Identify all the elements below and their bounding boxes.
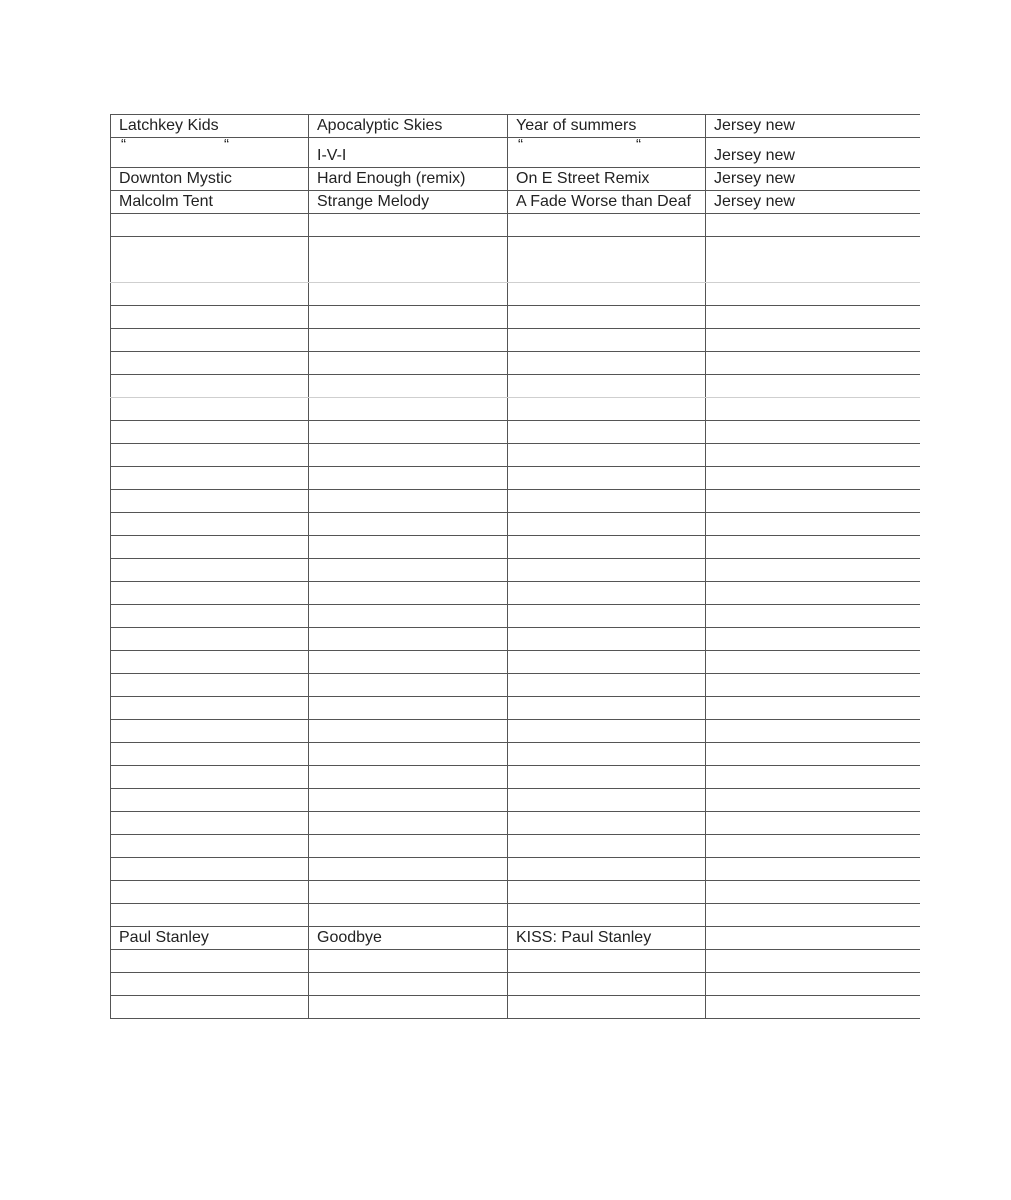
table-cell: [111, 375, 309, 398]
table-cell: [111, 214, 309, 237]
table-row: [111, 605, 920, 628]
table-cell: [309, 881, 508, 904]
table-cell: [508, 950, 706, 973]
table-row: [111, 168, 920, 191]
table-cell: [706, 398, 920, 421]
table-row: [111, 927, 920, 950]
table-cell: [309, 812, 508, 835]
table-row: [111, 789, 920, 812]
table-row: [111, 115, 920, 138]
table-cell: [508, 628, 706, 651]
table-cell: [111, 559, 309, 582]
table-cell: [309, 743, 508, 766]
table-row: [111, 559, 920, 582]
table-cell: [508, 789, 706, 812]
table-row: [111, 536, 920, 559]
table-cell: [508, 138, 706, 168]
table-cell: [309, 996, 508, 1019]
table-cell: Downton Mystic: [111, 168, 309, 191]
table-cell: [111, 513, 309, 536]
table-cell: [309, 352, 508, 375]
table-cell: [111, 352, 309, 375]
table-cell: [309, 720, 508, 743]
table-cell: [111, 444, 309, 467]
table-cell: [706, 283, 920, 306]
table-cell: [111, 651, 309, 674]
table-cell: Jersey new: [706, 191, 920, 214]
table-cell: [111, 858, 309, 881]
table-row: [111, 743, 920, 766]
table-cell: [111, 996, 309, 1019]
table-row: [111, 720, 920, 743]
table-row: [111, 214, 920, 237]
table-cell: [309, 329, 508, 352]
table-row: [111, 352, 920, 375]
table-cell: [706, 973, 920, 996]
table-row: [111, 812, 920, 835]
table-row: [111, 697, 920, 720]
table-cell: [111, 697, 309, 720]
table-cell: [508, 973, 706, 996]
table-cell: [111, 789, 309, 812]
table-cell: [508, 720, 706, 743]
table-cell: I-V-I: [309, 138, 508, 168]
table-cell: KISS: Paul Stanley: [508, 927, 706, 950]
table-cell: [706, 720, 920, 743]
table-cell: [111, 398, 309, 421]
table-cell: [111, 467, 309, 490]
table-cell: [706, 490, 920, 513]
table-cell: [706, 421, 920, 444]
log-table-body: [111, 115, 920, 1019]
table-cell: [111, 835, 309, 858]
log-sheet: [110, 114, 919, 1019]
table-cell: [309, 214, 508, 237]
table-row: [111, 582, 920, 605]
table-row: [111, 835, 920, 858]
table-cell: [309, 904, 508, 927]
table-cell: [309, 490, 508, 513]
table-cell: [706, 743, 920, 766]
table-cell: [309, 398, 508, 421]
table-cell: [111, 283, 309, 306]
table-cell: [111, 421, 309, 444]
table-cell: [508, 352, 706, 375]
table-cell: [508, 996, 706, 1019]
table-cell: [309, 858, 508, 881]
table-cell: [508, 306, 706, 329]
table-row: [111, 283, 920, 306]
table-row: [111, 513, 920, 536]
table-cell: [706, 881, 920, 904]
table-cell: [508, 766, 706, 789]
table-row: [111, 329, 920, 352]
table-cell: [309, 375, 508, 398]
table-cell: Strange Melody: [309, 191, 508, 214]
table-row: [111, 904, 920, 927]
table-cell: [508, 283, 706, 306]
table-cell: [111, 973, 309, 996]
table-row: [111, 237, 920, 283]
table-cell: [706, 329, 920, 352]
table-row: [111, 467, 920, 490]
table-cell: [111, 138, 309, 168]
table-cell: [706, 467, 920, 490]
table-cell: [309, 582, 508, 605]
table-cell: [309, 283, 508, 306]
log-table: [110, 114, 920, 1019]
table-cell: [111, 605, 309, 628]
table-cell: Year of summers: [508, 115, 706, 138]
table-cell: Paul Stanley: [111, 927, 309, 950]
table-cell: [309, 697, 508, 720]
table-cell: [309, 628, 508, 651]
table-cell: [706, 582, 920, 605]
table-cell: [706, 237, 920, 283]
table-cell: [309, 789, 508, 812]
table-row: [111, 138, 920, 168]
table-cell: [111, 582, 309, 605]
table-cell: [111, 306, 309, 329]
table-row: [111, 398, 920, 421]
table-row: [111, 651, 920, 674]
table-cell: [309, 651, 508, 674]
table-cell: Jersey new: [706, 168, 920, 191]
table-cell: [111, 628, 309, 651]
table-cell: [309, 559, 508, 582]
table-row: [111, 306, 920, 329]
table-row: [111, 858, 920, 881]
table-cell: [706, 444, 920, 467]
table-cell: [111, 237, 309, 283]
table-cell: [706, 904, 920, 927]
table-cell: Latchkey Kids: [111, 115, 309, 138]
table-cell: Hard Enough (remix): [309, 168, 508, 191]
table-cell: On E Street Remix: [508, 168, 706, 191]
table-cell: [706, 306, 920, 329]
table-cell: [508, 467, 706, 490]
table-cell: Jersey new: [706, 115, 920, 138]
table-cell: [111, 904, 309, 927]
table-cell: [706, 697, 920, 720]
table-cell: [111, 950, 309, 973]
table-cell: [706, 628, 920, 651]
table-row: [111, 973, 920, 996]
table-cell: [309, 237, 508, 283]
table-cell: [508, 214, 706, 237]
table-cell: [111, 674, 309, 697]
table-cell: [706, 352, 920, 375]
table-cell: [508, 398, 706, 421]
table-cell: [309, 674, 508, 697]
table-cell: [508, 536, 706, 559]
table-cell: [508, 490, 706, 513]
table-row: [111, 881, 920, 904]
table-cell: [309, 513, 508, 536]
table-cell: [706, 214, 920, 237]
table-cell: [111, 766, 309, 789]
table-cell: [309, 306, 508, 329]
table-cell: [508, 582, 706, 605]
table-cell: [508, 904, 706, 927]
table-cell: [706, 766, 920, 789]
table-row: [111, 950, 920, 973]
table-cell: [508, 513, 706, 536]
table-cell: A Fade Worse than Deaf: [508, 191, 706, 214]
ditto-mark: “ “: [121, 137, 229, 153]
table-row: [111, 421, 920, 444]
table-cell: Apocalyptic Skies: [309, 115, 508, 138]
table-cell: [508, 674, 706, 697]
table-cell: Malcolm Tent: [111, 191, 309, 214]
table-cell: [309, 973, 508, 996]
table-cell: [508, 651, 706, 674]
table-cell: [508, 835, 706, 858]
table-cell: [309, 605, 508, 628]
table-row: [111, 766, 920, 789]
table-cell: [508, 421, 706, 444]
table-cell: [706, 605, 920, 628]
table-cell: [309, 950, 508, 973]
table-row: [111, 444, 920, 467]
table-cell: [508, 329, 706, 352]
table-cell: [706, 927, 920, 950]
table-cell: [706, 536, 920, 559]
table-row: [111, 628, 920, 651]
table-cell: [508, 237, 706, 283]
table-cell: [508, 697, 706, 720]
table-cell: Jersey new: [706, 138, 920, 168]
table-cell: [706, 789, 920, 812]
table-cell: [309, 536, 508, 559]
table-cell: [111, 720, 309, 743]
table-cell: [508, 858, 706, 881]
table-row: [111, 996, 920, 1019]
table-row: [111, 191, 920, 214]
table-row: [111, 490, 920, 513]
table-cell: [508, 375, 706, 398]
table-cell: [508, 444, 706, 467]
table-cell: [508, 605, 706, 628]
table-cell: [111, 536, 309, 559]
table-cell: [706, 651, 920, 674]
table-cell: [706, 513, 920, 536]
table-cell: Goodbye: [309, 927, 508, 950]
table-cell: [309, 766, 508, 789]
table-cell: [706, 674, 920, 697]
table-cell: [111, 329, 309, 352]
table-cell: [309, 467, 508, 490]
table-row: [111, 375, 920, 398]
table-cell: [111, 812, 309, 835]
table-cell: [111, 881, 309, 904]
table-cell: [508, 881, 706, 904]
table-cell: [309, 421, 508, 444]
table-cell: [706, 375, 920, 398]
table-cell: [508, 559, 706, 582]
table-cell: [706, 812, 920, 835]
table-cell: [111, 490, 309, 513]
table-row: [111, 674, 920, 697]
table-cell: [111, 743, 309, 766]
table-cell: [508, 812, 706, 835]
table-cell: [508, 743, 706, 766]
table-cell: [706, 996, 920, 1019]
table-cell: [706, 950, 920, 973]
table-cell: [706, 559, 920, 582]
table-cell: [706, 835, 920, 858]
table-cell: [309, 444, 508, 467]
table-cell: [706, 858, 920, 881]
table-cell: [309, 835, 508, 858]
ditto-mark: “ “: [518, 137, 641, 153]
